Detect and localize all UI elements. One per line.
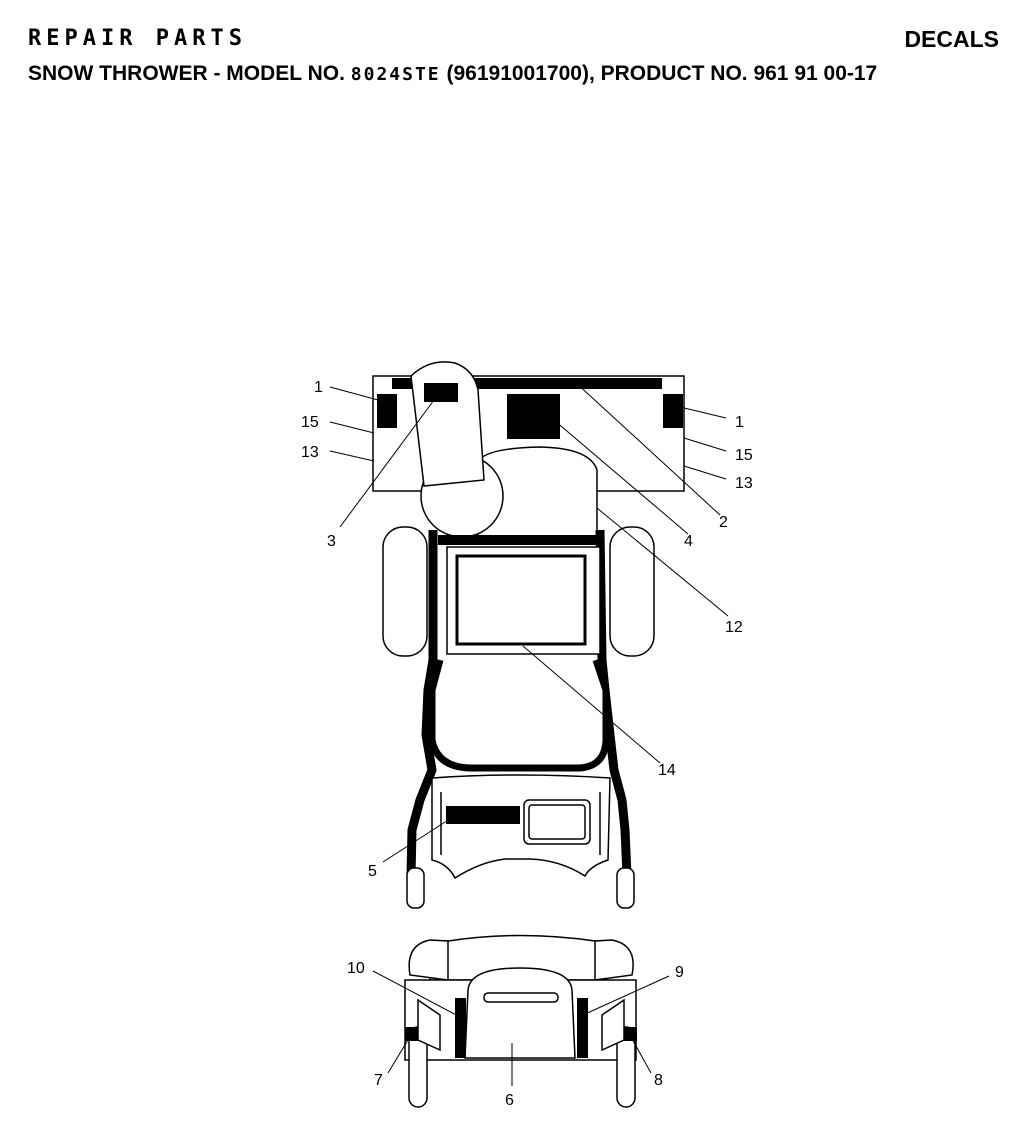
callout-14: 14 [658,762,676,779]
callout-15-right: 15 [735,447,753,464]
decal-3 [424,383,458,402]
callout-13-right: 13 [735,475,753,492]
decal-14-panel [447,547,600,654]
decal-1-right [663,394,683,428]
subtitle-prefix: SNOW THROWER - MODEL NO. [28,62,345,85]
callout-7: 7 [374,1072,383,1089]
rear-view [405,936,637,1108]
callout-15-left: 15 [301,414,319,431]
callout-4: 4 [684,533,693,550]
subtitle-model: 8024STE [350,64,441,85]
decal-8 [624,1027,637,1041]
header-left-title: REPAIR PARTS [28,26,247,51]
decal-5 [446,806,520,824]
callout-8: 8 [654,1072,663,1089]
callout-1-right: 1 [735,414,744,431]
callout-10: 10 [347,960,365,977]
callout-3: 3 [327,533,336,550]
control-panel [432,775,610,878]
decal-9 [577,998,588,1058]
callout-13-left: 13 [301,444,319,461]
subtitle-suffix: (96191001700), PRODUCT NO. 961 91 00-17 [446,62,878,85]
callout-6: 6 [505,1092,514,1109]
callout-9: 9 [675,964,684,981]
callout-2: 2 [719,514,728,531]
callout-12: 12 [725,619,743,636]
callout-1-left: 1 [314,379,323,396]
handle-grips [407,868,634,908]
decal-10 [455,998,466,1058]
decal-7 [405,1027,418,1041]
callout-5: 5 [368,863,377,880]
decal-4 [507,394,560,439]
header-right-title: DECALS [904,26,999,52]
decal-1-left [377,394,397,428]
